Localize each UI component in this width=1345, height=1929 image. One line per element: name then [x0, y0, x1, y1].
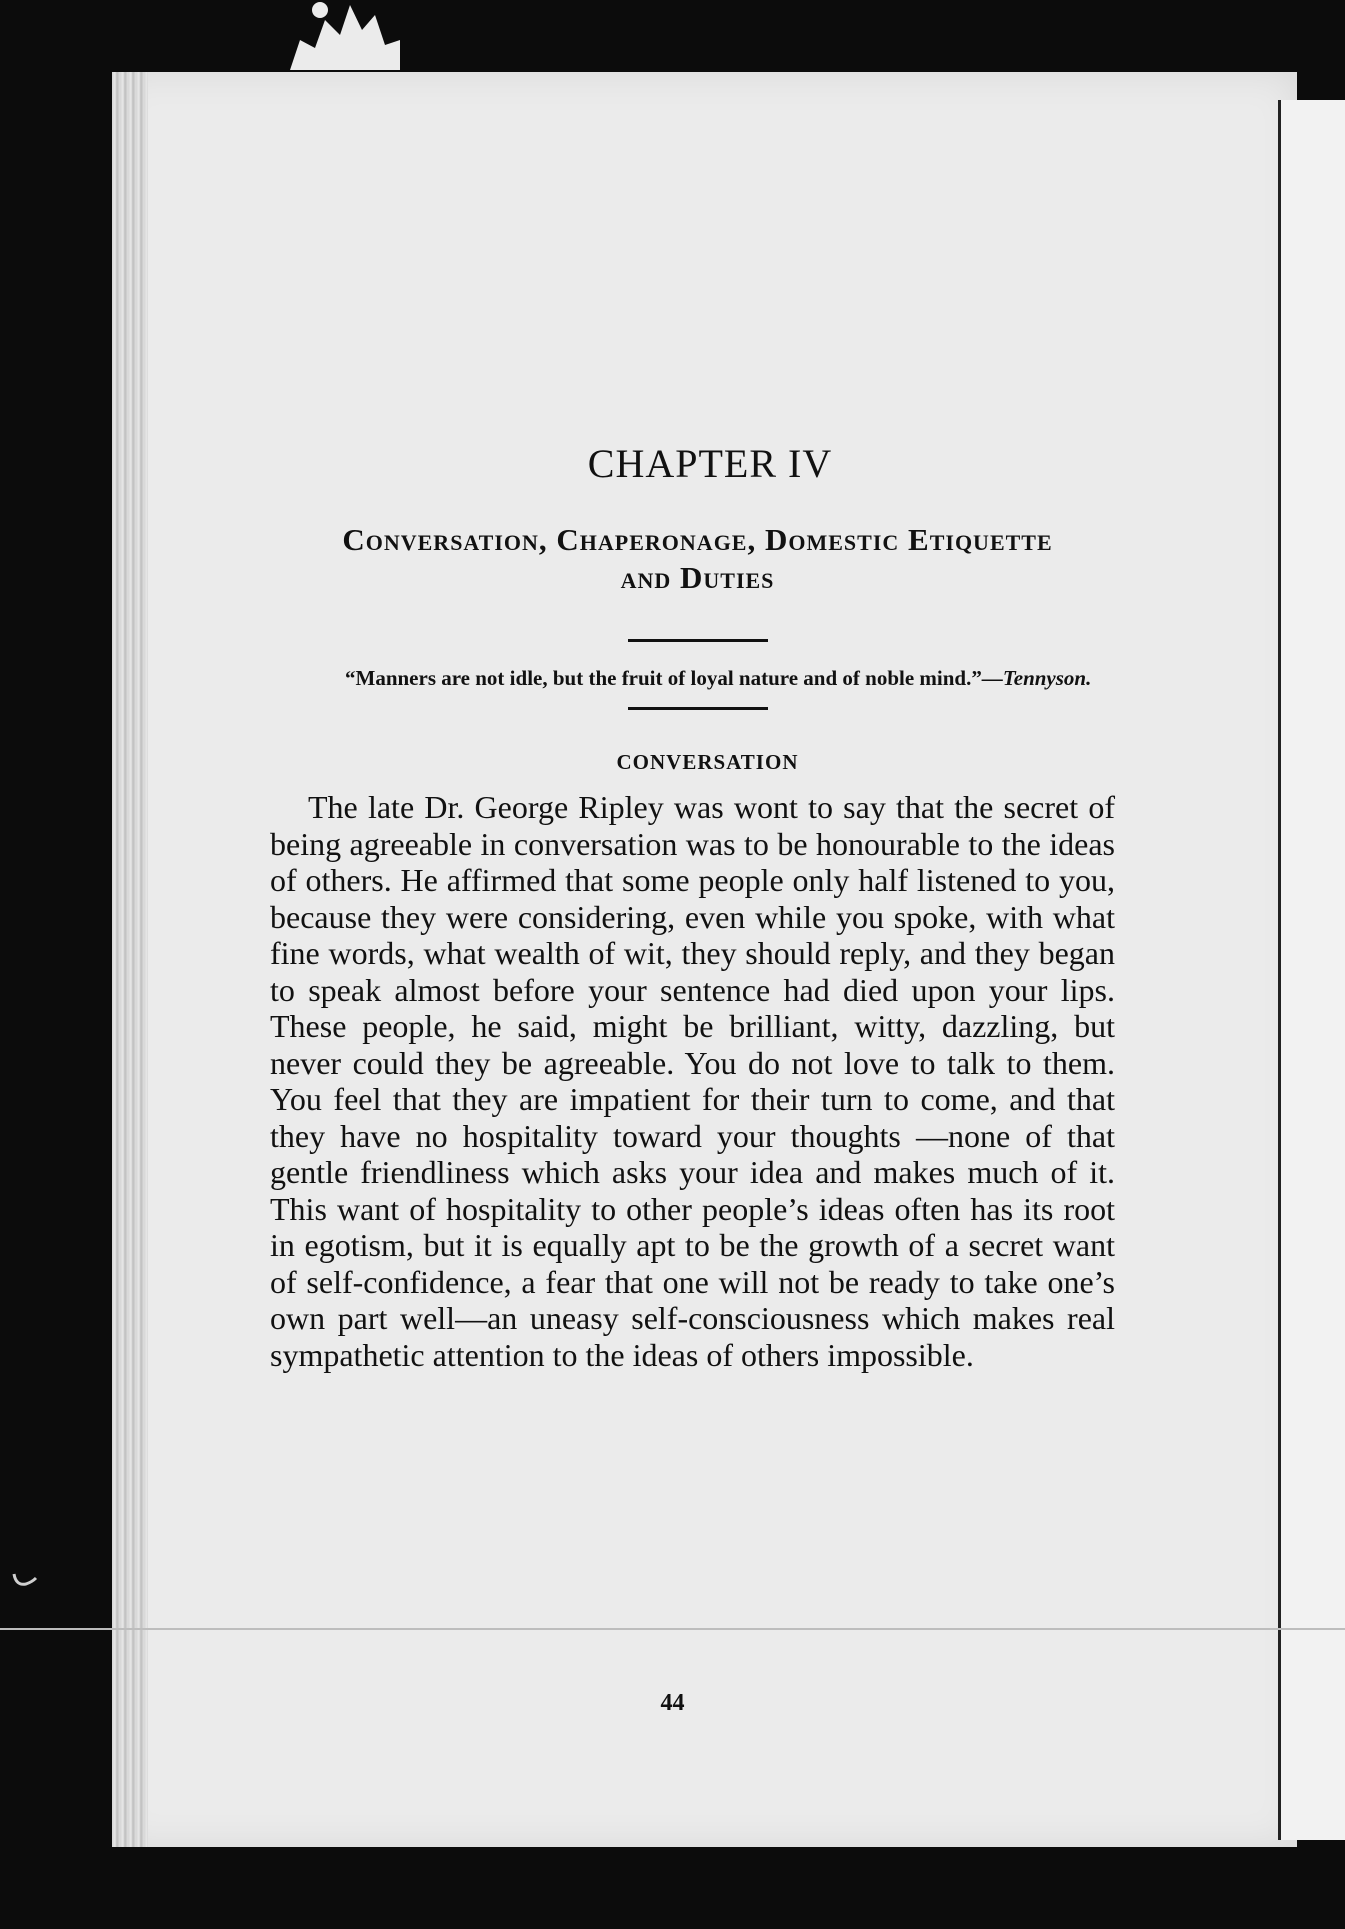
divider-rule-bottom [628, 707, 768, 710]
torn-page-corner [290, 0, 400, 70]
page-binding-edge [112, 72, 148, 1847]
chapter-heading: CHAPTER IV [587, 441, 833, 486]
chapter-title-line-2: and Duties [620, 560, 775, 595]
divider-rule-top [628, 639, 768, 642]
body-paragraph: The late Dr. George Ripley was wont to say that the secret of being agreeable in conversation was to be honourable to the ideas of others. He affirmed that some people only half listened to you, because they were considering, even while you spoke, with what fine words, what wealth of wit, they should reply, and they began to speak almost before your sentence had died upon your lips. These people, he said, might be brilliant, witty, dazzling, but never could they be agreeable. You do not love to talk to them. You feel that they are impatient for their turn to come, and that they have no hospitality toward your thoughts —none of that gentle friendliness which asks your idea and makes much of it. This want of hospitality to other people’s ideas often has its root in egotism, but it is equally apt to be the growth of a secret want of self-confidence, a fear that one will not be ready to take one’s own part well—an uneasy self-consciousness which makes real sympathetic attention to the ideas of others impossible. [270, 789, 1115, 1373]
epigraph [345, 666, 1100, 691]
section-heading: CONVERSATION [616, 750, 799, 774]
facing-page-edge [1278, 100, 1345, 1840]
chapter-title-line-1: Conversation, Chaperonage, Domestic Etiquette [342, 522, 1053, 557]
epigraph-author: —Tennyson. [981, 666, 1092, 690]
epigraph-quote: “Manners are not idle, but the fruit of loyal nature and of noble mind.” [345, 666, 982, 690]
scan-artifact-mark [10, 1570, 40, 1592]
page-content [270, 440, 1125, 1373]
scan-artifact-line [0, 1628, 1345, 1630]
page-number: 44 [660, 1690, 685, 1716]
